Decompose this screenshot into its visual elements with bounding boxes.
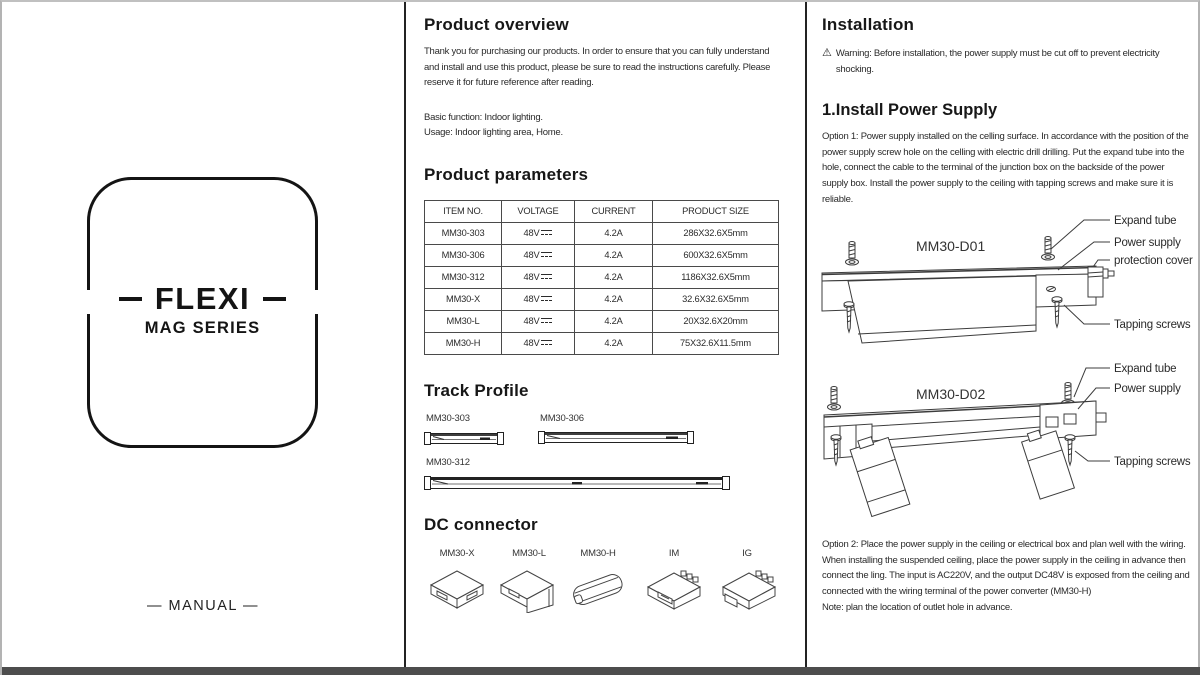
cell-item: MM30-X — [425, 288, 502, 310]
cell-size: 32.6X32.6X5mm — [653, 288, 779, 310]
connector-mm30-h — [566, 548, 630, 613]
logo — [90, 282, 315, 338]
track-profile-figure — [424, 413, 780, 495]
cover-panel — [2, 2, 404, 669]
usage-line: Usage: Indoor lighting area, Home. — [424, 127, 563, 139]
cell-current: 4.2A — [575, 288, 653, 310]
callout-tapping-screws: Tapping screws — [1114, 319, 1191, 332]
cell-size: 1186X32.6X5mm — [653, 266, 779, 288]
panel-divider-left — [404, 2, 406, 667]
warning-icon: ⚠ — [822, 47, 832, 59]
dc-symbol-icon — [541, 273, 552, 281]
dc-connector-figure — [424, 548, 780, 620]
table-row — [425, 288, 779, 310]
note-line: Note: plan the location of outlet hole in advance. — [822, 601, 1013, 613]
track-drawing-mm30-306 — [538, 429, 694, 446]
track-label: MM30-303 — [426, 412, 470, 424]
option2-paragraph: Option 2: Place the power supply in the ceiling or electrical box and plan well with the wiring. When installing the suspended ceiling, place the power supply in the ceiling in advance then connect the ling. The input is AC220V, and the output DC48V is exposed from the ceiling and connected with the wiring terminal of the power converter (MM30-H) — [822, 539, 1190, 597]
product-parameters-table — [424, 200, 779, 355]
cell-voltage — [502, 332, 575, 354]
section-heading-installation: Installation — [822, 15, 915, 34]
col-header-product-size: PRODUCT SIZE — [653, 200, 779, 222]
cell-voltage — [502, 288, 575, 310]
connector-drawing-ig — [715, 561, 779, 613]
cell-current: 4.2A — [575, 310, 653, 332]
manual-label: — MANUAL — — [147, 598, 259, 614]
panel-divider-right — [805, 2, 807, 667]
connector-drawing-corner — [497, 561, 561, 613]
table-row — [425, 332, 779, 354]
section-heading-product-parameters: Product parameters — [424, 164, 589, 184]
connector-mm30-l — [497, 548, 561, 613]
callout-protection-cover: protection cover — [1114, 255, 1193, 268]
voltage-value: 48V — [523, 338, 540, 349]
cell-item: MM30-312 — [425, 266, 502, 288]
table-row — [425, 266, 779, 288]
cell-item: MM30-L — [425, 310, 502, 332]
dc-symbol-icon — [541, 295, 552, 303]
dc-symbol-icon — [541, 339, 552, 347]
voltage-value: 48V — [523, 294, 540, 305]
track-drawing-mm30-303 — [424, 430, 504, 447]
dc-symbol-icon — [541, 229, 552, 237]
diagram-mm30-d01 — [808, 207, 1200, 357]
logo-frame — [87, 177, 318, 448]
connector-label: MM30-L — [512, 547, 546, 559]
voltage-value: 48V — [523, 228, 540, 239]
dc-symbol-icon — [541, 317, 552, 325]
diagram-label: MM30-D01 — [916, 238, 986, 255]
table-header-row — [425, 200, 779, 222]
track-label: MM30-312 — [426, 456, 470, 468]
cell-item: MM30-H — [425, 332, 502, 354]
connector-label: IM — [668, 547, 680, 559]
callout-power-supply: Power supply — [1114, 383, 1181, 396]
cell-size: 286X32.6X5mm — [653, 222, 779, 244]
section-heading-install-power-supply: 1.Install Power Supply — [822, 101, 998, 120]
cell-size: 20X32.6X20mm — [653, 310, 779, 332]
section-heading-product-overview: Product overview — [424, 15, 569, 34]
connector-ig — [715, 548, 779, 613]
col-header-item-no: ITEM NO. — [425, 200, 502, 222]
section-heading-dc-connector: DC connector — [424, 514, 538, 534]
table-row — [425, 244, 779, 266]
cell-voltage — [502, 266, 575, 288]
cell-current: 4.2A — [575, 266, 653, 288]
table-row — [425, 310, 779, 332]
cell-current: 4.2A — [575, 332, 653, 354]
page-bottom-edge — [2, 667, 1200, 675]
voltage-value: 48V — [523, 316, 540, 327]
cell-current: 4.2A — [575, 244, 653, 266]
cell-item: MM30-306 — [425, 244, 502, 266]
logo-dash-right — [263, 297, 286, 302]
voltage-value: 48V — [523, 250, 540, 261]
cell-voltage — [502, 244, 575, 266]
table-row — [425, 222, 779, 244]
connector-label: IG — [742, 547, 752, 559]
logo-dash-left — [119, 297, 142, 302]
callout-expand-tube: Expand tube — [1114, 215, 1177, 228]
brand-title: FLEXI — [154, 281, 251, 316]
overview-paragraph: Thank you for purchasing our products. In order to ensure that you can fully understand and install and use this product, please be sure to read the instructions carefully. Please reserve it for future reference after reading. — [424, 46, 771, 89]
cell-size: 600X32.6X5mm — [653, 244, 779, 266]
col-header-voltage: VOLTAGE — [502, 200, 575, 222]
option1-paragraph: Option 1: Power supply installed on the celling surface. In accordance with the position of the power supply screw hole on the celling with electric drill drilling. Put the expand tube into the hole, connect the cable to the terminal of the junction box on the backside of the power supply box. Install the power supply to the ceiling with tapping screws and make sure it is reliable. — [822, 131, 1189, 205]
cell-voltage — [502, 222, 575, 244]
connector-mm30-x — [425, 548, 489, 613]
installation-panel — [808, 2, 1200, 615]
dc-symbol-icon — [541, 251, 552, 259]
connector-label: MM30-X — [439, 547, 475, 559]
cell-size: 75X32.6X11.5mm — [653, 332, 779, 354]
connector-drawing-bar — [566, 561, 630, 613]
col-header-current: CURRENT — [575, 200, 653, 222]
section-heading-track-profile: Track Profile — [424, 380, 529, 400]
cell-current: 4.2A — [575, 222, 653, 244]
connector-im — [642, 548, 706, 613]
connector-drawing-flat-box — [425, 561, 489, 613]
voltage-value: 48V — [523, 272, 540, 283]
callout-tapping-screws: Tapping screws — [1114, 456, 1191, 469]
middle-panel — [424, 2, 780, 620]
track-drawing-mm30-312 — [424, 474, 730, 492]
connector-label: MM30-H — [580, 547, 616, 559]
cell-voltage — [502, 310, 575, 332]
brand-subtitle: MAG SERIES — [144, 319, 261, 337]
basic-function-line: Basic function: Indoor lighting. — [424, 111, 543, 123]
callout-expand-tube: Expand tube — [1114, 363, 1177, 376]
callout-power-supply: Power supply — [1114, 237, 1181, 250]
cell-item: MM30-303 — [425, 222, 502, 244]
track-label: MM30-306 — [540, 412, 584, 424]
diagram-mm30-d02 — [808, 357, 1200, 525]
warning-text: Warning: Before installation, the power supply must be cut off to prevent electricity shocking. — [835, 48, 1160, 75]
connector-drawing-im — [642, 561, 706, 613]
warning-row — [822, 46, 1190, 77]
diagram-label: MM30-D02 — [916, 386, 986, 403]
